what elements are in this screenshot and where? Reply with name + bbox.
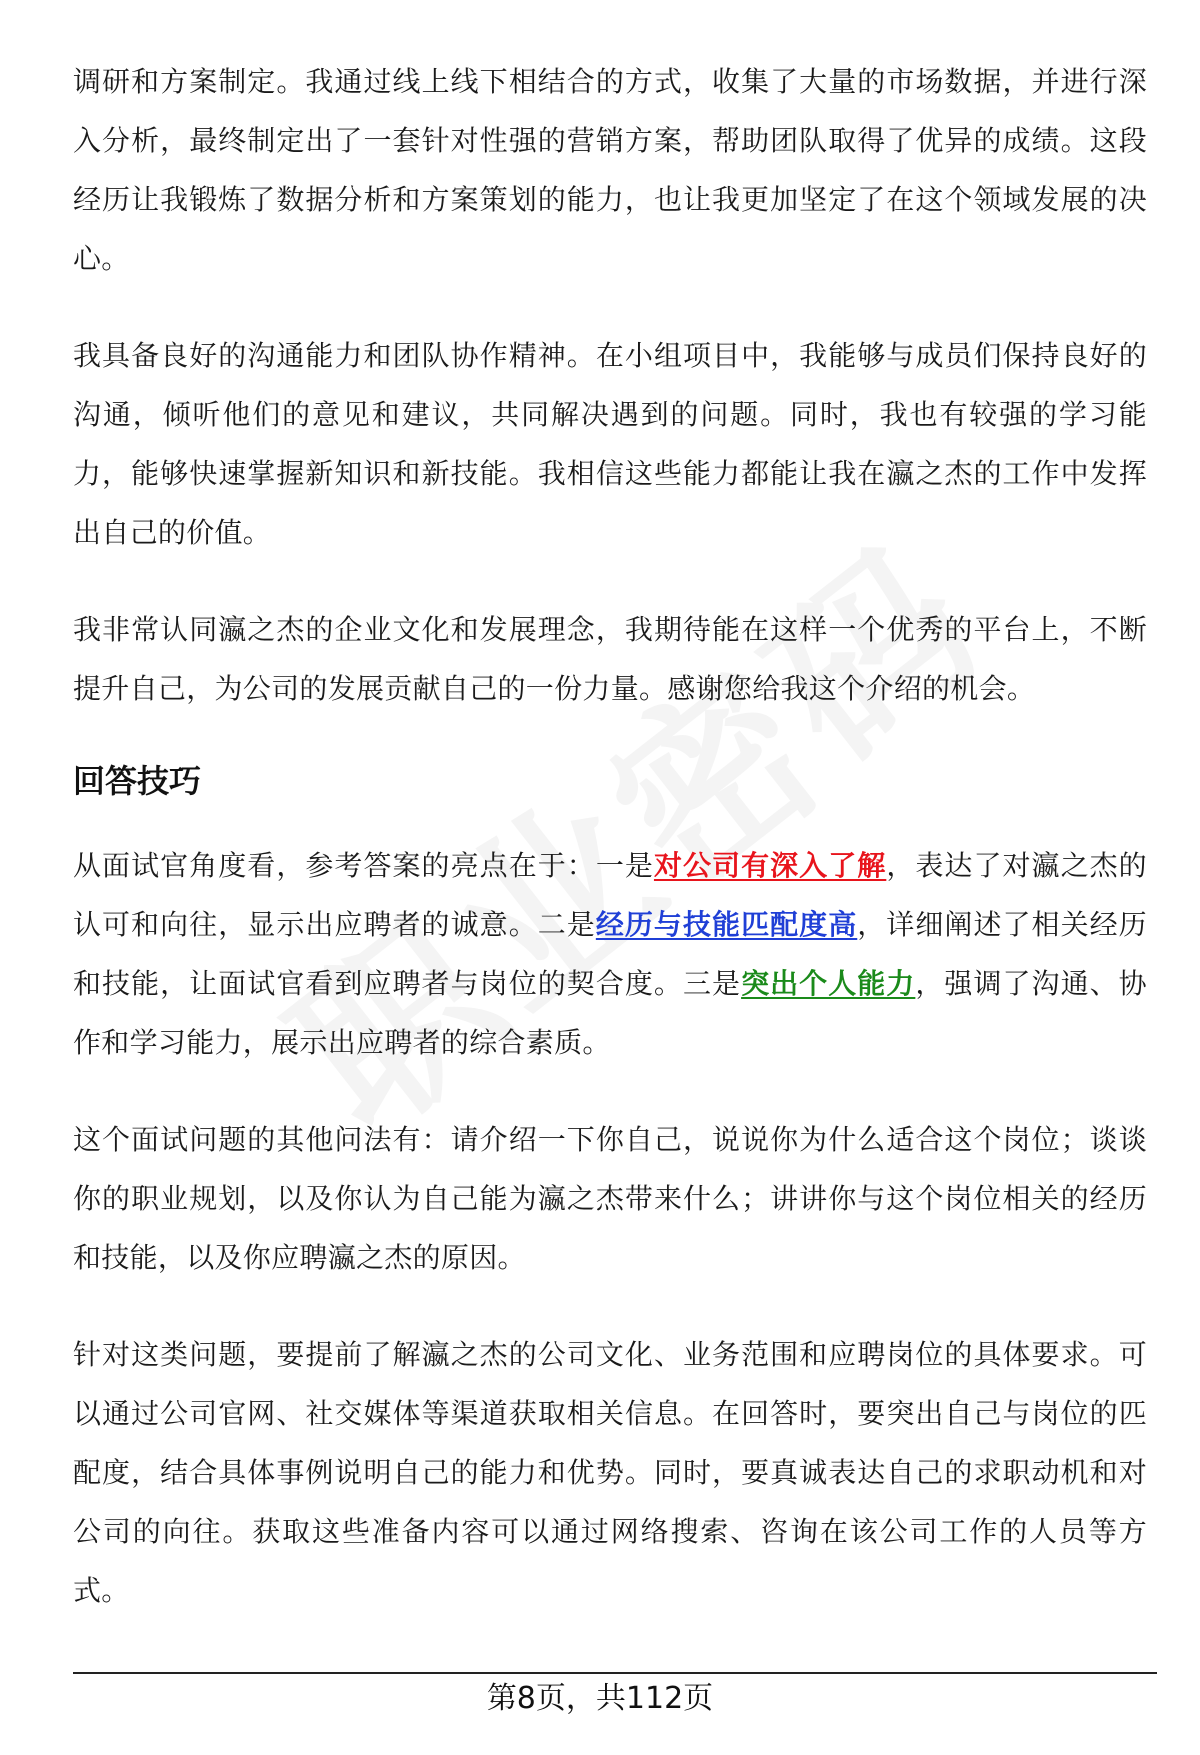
body-paragraph: 我非常认同瀛之杰的企业文化和发展理念，我期待能在这样一个优秀的平台上，不断提升自己，为公司的发展贡献自己的一份力量。感谢您给我这个介绍的机会。 (73, 613, 1147, 705)
tips-text: ，详细阐述了相关经历和技能，让面试官看到应聘者与岗位的契合度。三是 (73, 908, 1147, 1000)
tips-text: 从面试官角度看，参考答案的亮点在于：一是 (73, 849, 654, 882)
highlight-blue: 经历与技能匹配度高 (595, 908, 858, 941)
body-paragraph: 我具备良好的沟通能力和团队协作精神。在小组项目中，我能够与成员们保持良好的沟通，倾听他们的意见和建议，共同解决遇到的问题。同时，我也有较强的学习能力，能够快速掌握新知识和新技能。我相信这些能力都能让我在瀛之杰的工作中发挥出自己的价值。 (73, 339, 1147, 549)
highlight-red: 对公司有深入了解 (653, 849, 887, 882)
footer-divider (73, 1672, 1157, 1674)
tips-paragraph (73, 836, 1147, 1072)
page-number: 第8页，共112页 (486, 1681, 714, 1716)
tips-text: ，表达了对瀛之杰的认可和向往，显示出应聘者的诚意。二是 (73, 849, 1147, 941)
section-heading: 回答技巧 (73, 762, 202, 800)
tips-text: ，强调了沟通、协作和学习能力，展示出应聘者的综合素质。 (73, 967, 1147, 1059)
body-paragraph: 这个面试问题的其他问法有：请介绍一下你自己，说说你为什么适合这个岗位；谈谈你的职业规划，以及你认为自己能为瀛之杰带来什么；讲讲你与这个岗位相关的经历和技能，以及你应聘瀛之杰的原因。 (73, 1123, 1147, 1274)
highlight-green: 突出个人能力 (741, 967, 916, 1000)
document-body (73, 52, 1147, 1658)
body-paragraph: 针对这类问题，要提前了解瀛之杰的公司文化、业务范围和应聘岗位的具体要求。可以通过公司官网、社交媒体等渠道获取相关信息。在回答时，要突出自己与岗位的匹配度，结合具体事例说明自己的能力和优势。同时，要真诚表达自己的求职动机和对公司的向往。获取这些准备内容可以通过网络搜索、咨询在该公司工作的人员等方式。 (73, 1338, 1147, 1607)
body-paragraph: 调研和方案制定。我通过线上线下相结合的方式，收集了大量的市场数据，并进行深入分析，最终制定出了一套针对性强的营销方案，帮助团队取得了优异的成绩。这段经历让我锻炼了数据分析和方案策划的能力，也让我更加坚定了在这个领域发展的决心。 (73, 65, 1147, 275)
